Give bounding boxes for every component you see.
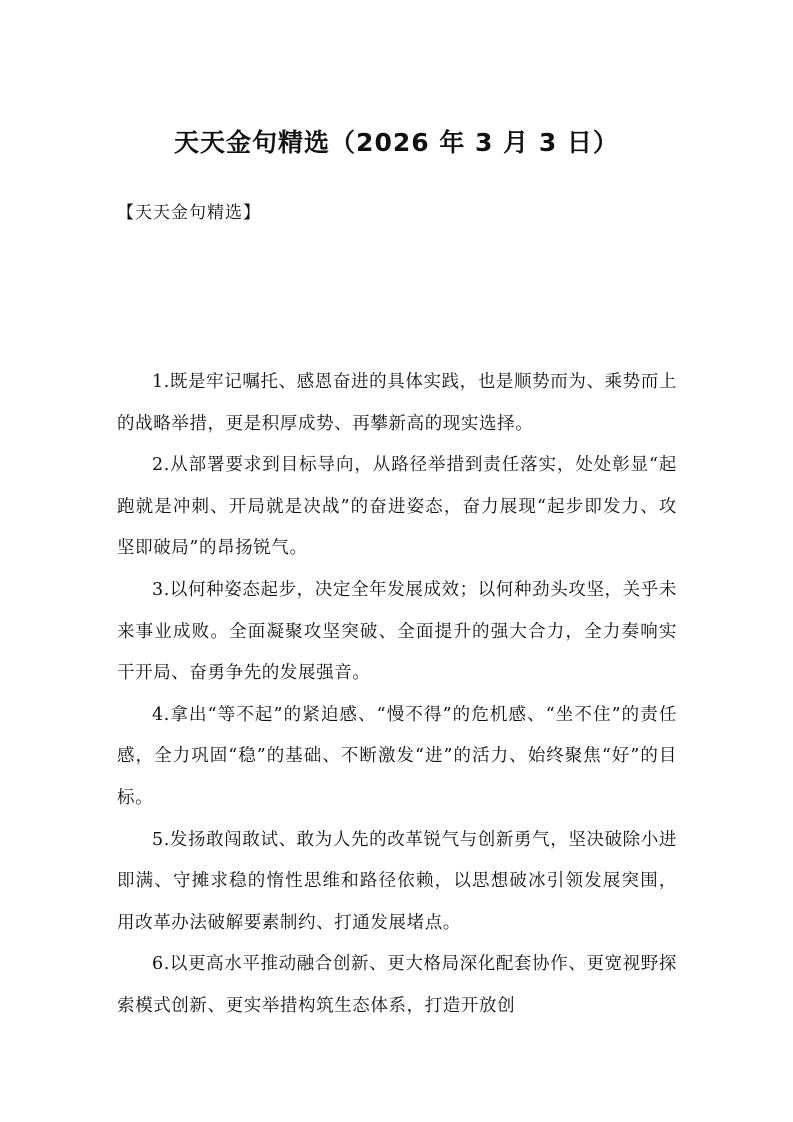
paragraph-6: 6.以更高水平推动融合创新、更大格局深化配套协作、更宽视野探索模式创新、更实举措构筑生态体系，打造开放创 (117, 954, 677, 1016)
document-body (117, 362, 677, 1028)
section-label: 【天天金句精选】 (117, 203, 261, 223)
paragraph-4: 4.拿出“等不起”的紧迫感、“慢不得”的危机感、“坐不住”的责任感，全力巩固“稳”的基础、不断激发“进”的活力、始终聚焦“好”的目标。 (117, 704, 677, 808)
paragraph-5: 5.发扬敢闯敢试、敢为人先的改革锐气与创新勇气，坚决破除小进即满、守摊求稳的惰性思维和路径依赖，以思想破冰引领发展突围，用改革办法破解要素制约、打通发展堵点。 (117, 829, 677, 933)
paragraph-1: 1.既是牢记嘱托、感恩奋进的具体实践，也是顺势而为、乘势而上的战略举措，更是积厚成势、再攀新高的现实选择。 (117, 372, 677, 434)
paragraph-3: 3.以何种姿态起步，决定全年发展成效；以何种劲头攻坚，关乎未来事业成败。全面凝聚攻坚突破、全面提升的强大合力，全力奏响实干开局、奋勇争先的发展强音。 (117, 579, 677, 684)
document-title: 天天金句精选（2026 年 3 月 3 日） (174, 128, 619, 157)
paragraph-2: 2.从部署要求到目标导向，从路径举措到责任落实，处处彰显“起跑就是冲刺、开局就是决战”的奋进姿态，奋力展现“起步即发力、攻坚即破局”的昂扬锐气。 (117, 455, 677, 559)
